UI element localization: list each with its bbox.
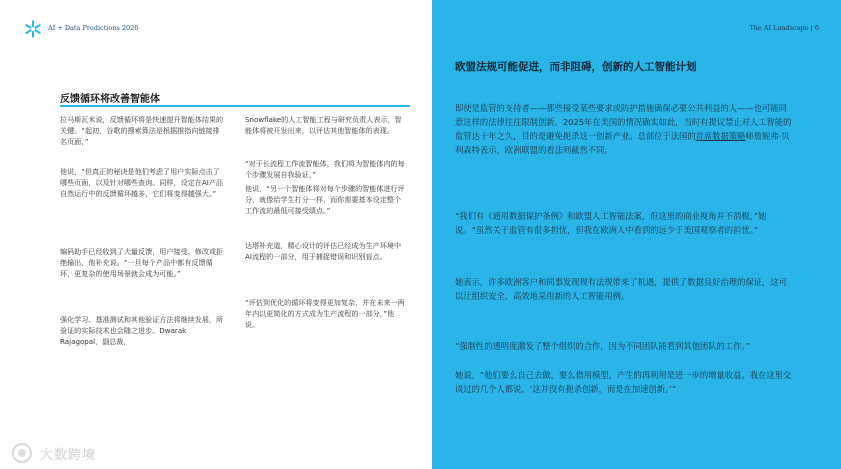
right-paragraph-1	[455, 101, 795, 157]
right-paragraph-3: 她表示，许多欧洲客户和同事发现现有法规带来了机遇，提供了数据良好治理的保证，这可以让组织安全、高效地采用新的人工智能用例。	[455, 277, 787, 301]
column-2-paragraph-1: Snowflake的人工智能工程与研究负责人表示，智能体将被开发出来，以评估其他智能体的表现。	[245, 115, 402, 135]
right-heading: 欧盟法规可能促进，而非阻碍，创新的人工智能计划	[455, 61, 697, 73]
right-paragraph-2: “我们有《通用数据保护条例》和欧盟人工智能法案，但这里的商业视角并不消极，”她说。“虽然关于监管有很多担忧，但我在欧洲人中看到的远少于美国观察者的担忧。”	[455, 211, 767, 235]
column-1-paragraph-2: 他说，“但真正的秘诀是他们考虑了用户实际点击了哪些页面，以及针对哪些查询。同样，设定在AI产品自然运行中的反馈循环越多，它们将变得越强大。”	[60, 167, 224, 198]
right-quote: “强制性的透明度激发了整个组织的合作，因为不同团队能看到其他团队的工作。”	[455, 341, 750, 351]
document-title: AI + Data Predictions 2026	[48, 24, 139, 32]
section-heading: 反馈循环将改善智能体	[60, 94, 160, 105]
column-1-paragraph-1: 拉马斯瓦米说，反馈循环将是快速提升智能体结果的关键。“起初，谷歌的搜索算法是根据推指向链接排名页面，”	[60, 115, 224, 146]
column-1-paragraph-4: 强化学习、基准测试和其他验证方法将继续发展，所验证的实际技术也会随之进步。Dwarak Rajagopal，副总裁，	[60, 315, 224, 346]
paragraph-1-text-end: 师詹妮弗·贝利森特表示，欧洲联盟的看法则截然不同。	[455, 131, 790, 155]
right-paragraph-5: 她说，“他们要么自己去做，要么借用模型，产生的再利用是进一步的增量收益。我在这里交谈过的几个人都说，‘这并没有扼杀创新，而是在加速创新。’”	[455, 370, 792, 394]
paragraph-1-text-start: 即使是监管的支持者——那些接受某些要求或防护措施确保必要公共利益的人——也可能同意这样的法律往往限制创新。2025年在美国的情况确实如此，当时有提议禁止对人工智能的监管达十年之久，目的是避免扼杀这一创新产业。总部位于法国的	[455, 103, 792, 141]
section-divider	[60, 105, 410, 107]
column-2-paragraph-5: “评估到优化的循环将变得更加复杂，并在未来一两年内以更简化的方式成为生产流程的一部分，”他说。	[245, 298, 405, 329]
cdo-link-text: 首席数据策略	[695, 131, 746, 141]
column-1-paragraph-3: 编码助手已经收到了大量反馈，用户接受、修改或拒绝输出，他补充说。“一旦每个产品中都有反馈循环，更复杂的使用场景就会成为可能。”	[60, 247, 224, 278]
column-2-paragraph-3: 他说，“另一个智能体将对每个步骤的智能体进行评分，就像给学生打分一样，而你需要基本设定整个工作流的最低可接受绩点。”	[245, 184, 405, 215]
watermark-text: 大数跨境	[40, 448, 97, 463]
snowflake-logo-icon	[24, 20, 42, 38]
column-2-paragraph-4: 达塔补充道，精心设计的评估已经成为生产环境中AI流程的一部分，用于捕捉错误和识别盲点。	[245, 241, 402, 261]
page-label: The AI Landscape | 6	[749, 24, 819, 32]
column-2-paragraph-2: “对于长流程工作流智能体，我们将为智能体内的每个步骤发展自我验证，”	[245, 159, 405, 179]
